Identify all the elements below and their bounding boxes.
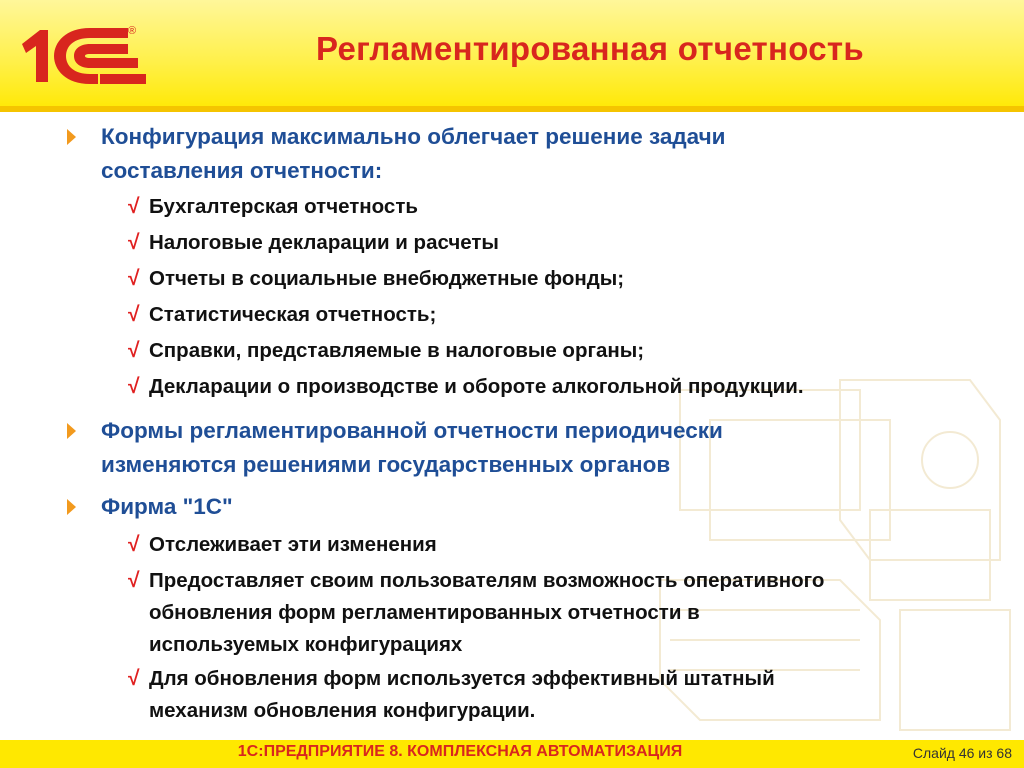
header-divider xyxy=(0,106,1024,112)
checkmark-icon: √ xyxy=(128,375,140,398)
checkmark-icon: √ xyxy=(128,267,140,290)
bullet-item-2-line-2: изменяются решениями государственных органов xyxy=(101,452,671,477)
bullet-item-3 xyxy=(101,490,981,524)
1c-logo xyxy=(18,22,158,90)
sub-item-text: Статистическая отчетность; xyxy=(149,303,437,326)
sub-item-text-line-2: механизм обновления конфигурации. xyxy=(149,699,536,722)
checkmark-icon: √ xyxy=(128,339,140,362)
sub-item xyxy=(128,335,999,367)
sub-item-text: Отслеживает эти изменения xyxy=(149,533,437,556)
triangle-arrow-icon xyxy=(67,499,76,515)
sub-item xyxy=(128,263,999,295)
sub-item xyxy=(128,565,999,661)
sub-item-text: Отчеты в социальные внебюджетные фонды; xyxy=(149,267,625,290)
slide-number: Слайд 46 из 68 xyxy=(912,745,1012,761)
triangle-arrow-icon xyxy=(67,423,76,439)
sub-item-text: Справки, представляемые в налоговые органы; xyxy=(149,339,645,362)
bullet-item-1 xyxy=(101,120,981,188)
sub-item-text: Налоговые декларации и расчеты xyxy=(149,231,499,254)
bullet-item-3-text: Фирма "1С" xyxy=(101,494,233,519)
checkmark-icon: √ xyxy=(128,195,140,218)
footer-tagline: 1С:ПРЕДПРИЯТИЕ 8. КОМПЛЕКСНАЯ АВТОМАТИЗАЦИЯ xyxy=(237,743,683,760)
sub-item xyxy=(128,529,999,561)
sub-item xyxy=(128,299,999,331)
sub-item-text: Бухгалтерская отчетность xyxy=(149,195,418,218)
sub-item-text-line-1: Для обновления форм используется эффективный штатный xyxy=(149,667,775,690)
checkmark-icon: √ xyxy=(128,533,140,556)
sub-item xyxy=(128,663,999,727)
sub-item-text-line-3: используемых конфигурациях xyxy=(149,633,463,656)
sub-item xyxy=(128,371,999,403)
sub-item-text: Декларации о производстве и обороте алкогольной продукции. xyxy=(149,375,804,398)
sub-item-text-line-2: обновления форм регламентированных отчетности в xyxy=(149,601,700,624)
slide-header xyxy=(0,0,1024,112)
checkmark-icon: √ xyxy=(128,303,140,326)
bullet-item-1-line-1: Конфигурация максимально облегчает решение задачи xyxy=(101,124,726,149)
sub-item xyxy=(128,227,999,259)
triangle-arrow-icon xyxy=(67,129,76,145)
slide-footer xyxy=(0,740,1024,768)
bullet-item-2-line-1: Формы регламентированной отчетности периодически xyxy=(101,418,723,443)
checkmark-icon: √ xyxy=(128,667,140,690)
sub-item xyxy=(128,191,999,223)
slide-title: Регламентированная отчетность xyxy=(316,30,864,67)
sub-item-text-line-1: Предоставляет своим пользователям возможность оперативного xyxy=(149,569,825,592)
checkmark-icon: √ xyxy=(128,231,140,254)
checkmark-icon: √ xyxy=(128,569,140,592)
registered-mark: ® xyxy=(128,25,137,37)
bullet-item-2 xyxy=(101,414,981,482)
bullet-item-1-line-2: составления отчетности: xyxy=(101,158,383,183)
